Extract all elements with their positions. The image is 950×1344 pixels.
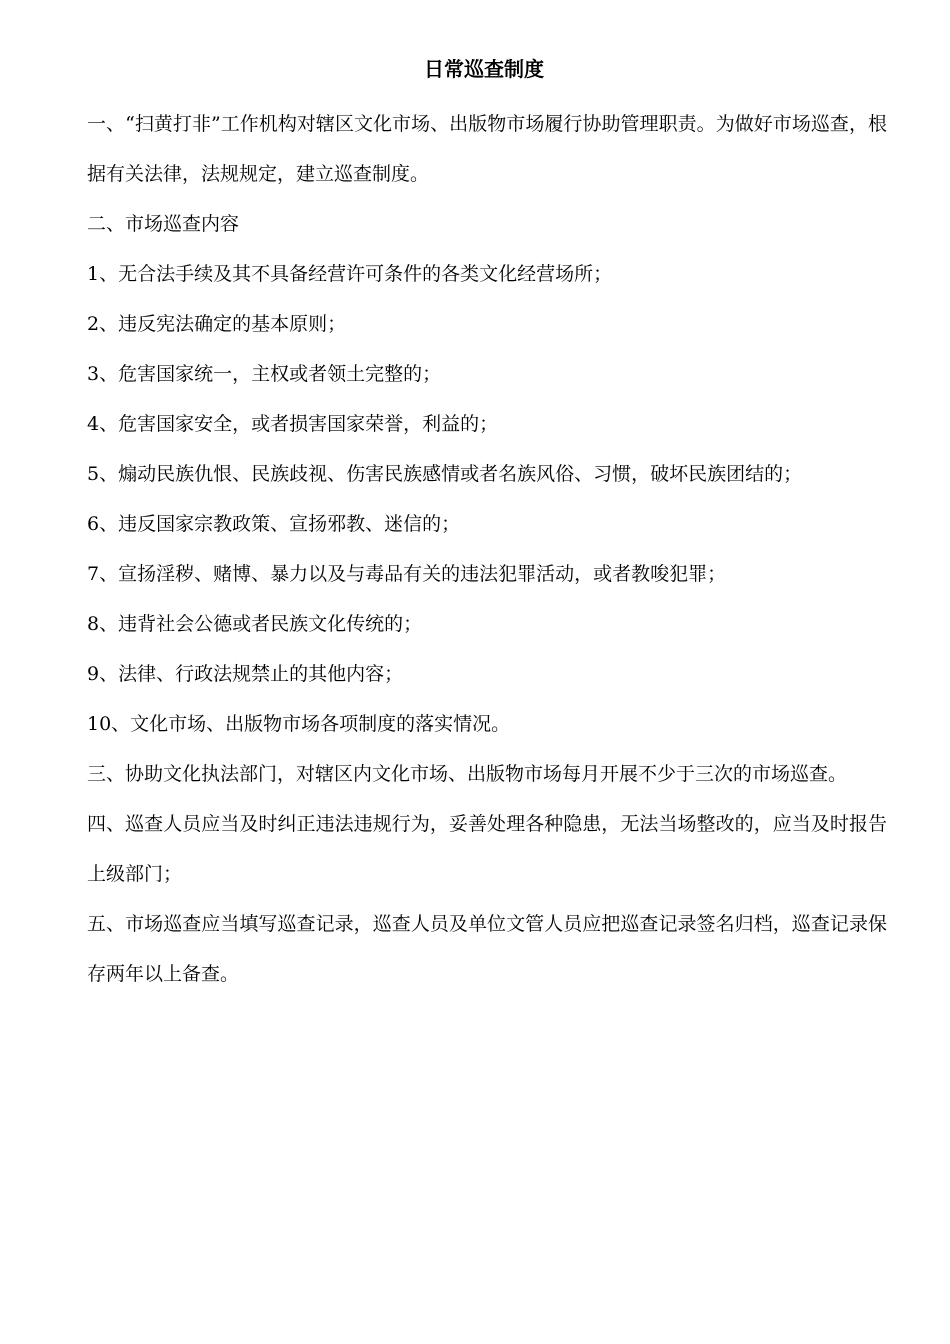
- paragraph-intro: 一、“扫黄打非”工作机构对辖区文化市场、出版物市场履行协助管理职责。为做好市场巡查，根据有关法律，法规规定，建立巡查制度。: [87, 113, 887, 185]
- document-body: [87, 99, 887, 999]
- paragraph-section-four: 四、巡查人员应当及时纠正违法违规行为，妥善处理各种隐患，无法当场整改的，应当及时报告上级部门；: [87, 813, 887, 885]
- list-item: 8、违背社会公德或者民族文化传统的；: [87, 613, 423, 635]
- list-item: 2、违反宪法确定的基本原则；: [87, 313, 347, 335]
- list-item: 4、危害国家安全，或者损害国家荣誉，利益的；: [87, 413, 499, 435]
- page-title: 日常巡查制度: [424, 57, 544, 81]
- list-item: 9、法律、行政法规禁止的其他内容；: [87, 663, 404, 685]
- list-item: 3、危害国家统一，主权或者领土完整的；: [87, 363, 442, 385]
- list-item: 1、无合法手续及其不具备经营许可条件的各类文化经营场所；: [87, 263, 613, 285]
- list-item: 6、违反国家宗教政策、宣扬邪教、迷信的；: [87, 513, 461, 535]
- list-item: 7、宣扬淫秽、赌博、暴力以及与毒品有关的违法犯罪活动，或者教唆犯罪；: [87, 563, 727, 585]
- list-item: 10、文化市场、出版物市场各项制度的落实情况。: [87, 713, 511, 735]
- section-heading-inspection-content: 二、市场巡查内容: [87, 213, 240, 235]
- list-item: 5、煽动民族仇恨、民族歧视、伤害民族感情或者名族风俗、习惯，破坏民族团结的；: [87, 463, 803, 485]
- paragraph-section-three: 三、协助文化执法部门，对辖区内文化市场、出版物市场每月开展不少于三次的市场巡查。: [87, 763, 848, 785]
- paragraph-section-five: 五、市场巡查应当填写巡查记录，巡查人员及单位文管人员应把巡查记录签名归档，巡查记录保存两年以上备查。: [87, 913, 887, 985]
